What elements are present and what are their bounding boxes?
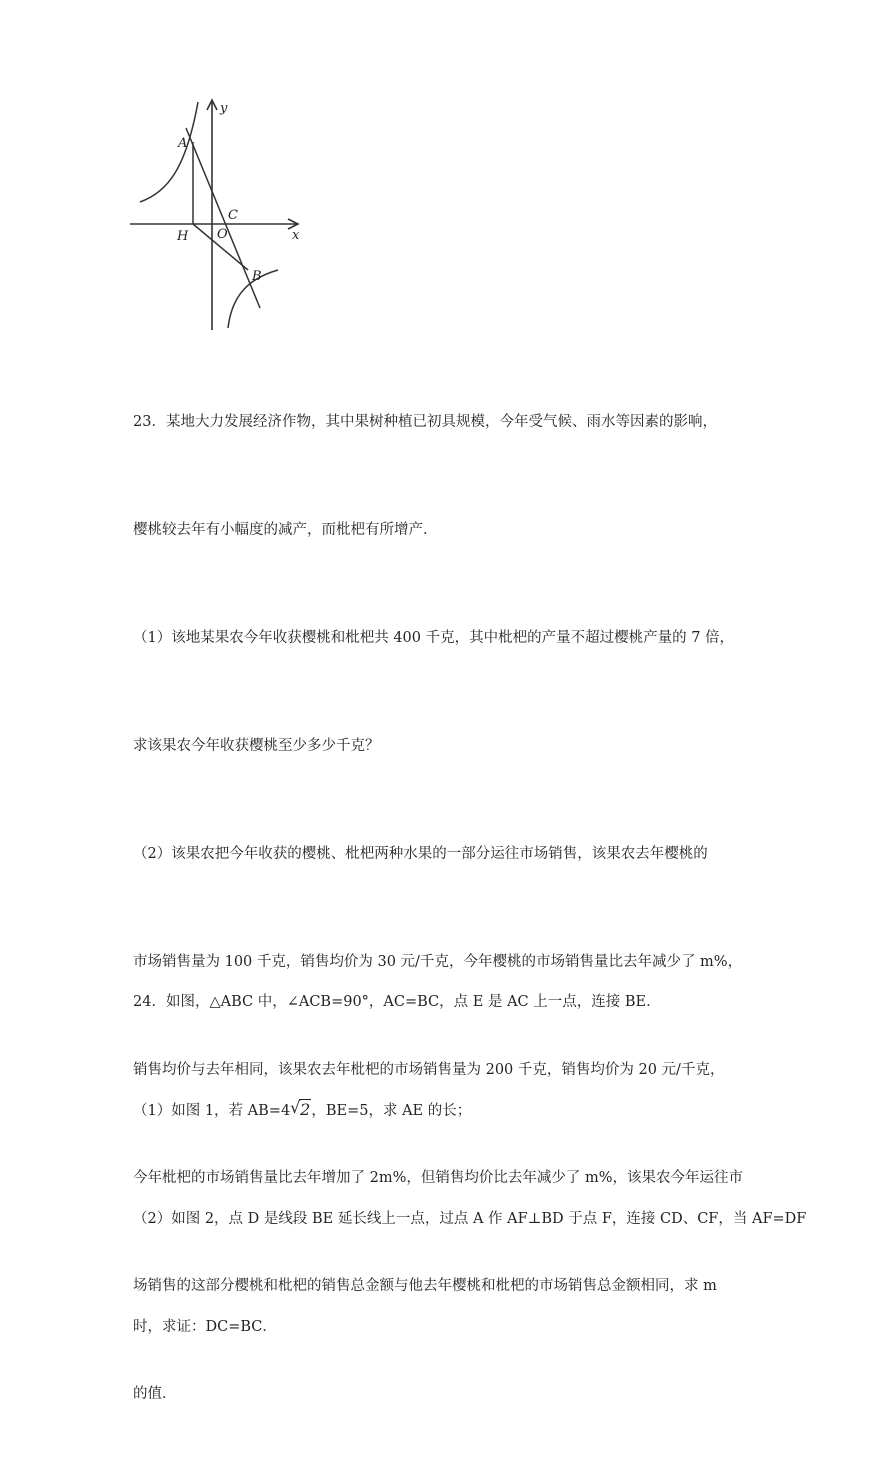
coordinate-figure-svg <box>128 98 306 334</box>
sqrt-expression <box>290 1092 311 1129</box>
label-o: O <box>217 227 228 242</box>
coordinate-figure <box>128 98 306 334</box>
q24-part2-line: （2）如图 2，点 D 是线段 BE 延长线上一点，过点 A 作 AF⊥BD 于点 F，连接 CD、CF，当 AF=DF <box>133 1211 807 1227</box>
q24-part1-line <box>133 1092 745 1129</box>
q23-part2-line: 销售均价与去年相同，该果农去年枇杷的市场销售量为 200 千克，销售均价为 20 元/千克， <box>133 1062 725 1078</box>
q23-stem-line: 23．某地大力发展经济作物，其中果树种植已初具规模，今年受气候、雨水等因素的影响， <box>133 414 717 430</box>
q24-part2-line: 时，求证：DC=BC． <box>133 1319 277 1335</box>
label-y: y <box>220 101 228 116</box>
q23-part2-line: 的值． <box>133 1386 177 1402</box>
label-x: x <box>292 228 300 243</box>
line-ab <box>186 128 260 308</box>
sqrt-sign: √ <box>290 1098 301 1117</box>
question-24 <box>133 912 807 1417</box>
q24-part1-prefix: （1）如图 1，若 AB=4 <box>133 1103 291 1119</box>
q23-part2-line: （2）该果农把今年收获的樱桃、枇杷两种水果的一部分运往市场销售，该果农去年樱桃的 <box>133 846 708 862</box>
sqrt-argument: 2 <box>300 1100 311 1119</box>
label-h: H <box>177 229 189 244</box>
q23-part1-line: 求该果农今年收获樱桃至少多少千克？ <box>133 738 380 754</box>
label-b: B <box>252 269 262 284</box>
label-c: C <box>228 208 238 223</box>
q24-stem-line: 24．如图，△ABC 中，∠ACB=90°，AC=BC，点 E 是 AC 上一点，连接 BE． <box>133 994 661 1010</box>
hyperbola-branch-upper-left <box>140 102 198 202</box>
q23-part2-line: 市场销售量为 100 千克，销售均价为 30 元/千克，今年樱桃的市场销售量比去年减少了 m%， <box>133 954 743 970</box>
q24-part1-suffix: ，BE=5，求 AE 的长； <box>311 1103 472 1119</box>
label-a: A <box>178 136 188 151</box>
q23-part2-line: 场销售的这部分樱桃和枇杷的销售总金额与他去年樱桃和枇杷的市场销售总金额相同，求 m <box>133 1278 717 1294</box>
q23-part1-line: （1）该地某果农今年收获樱桃和枇杷共 400 千克，其中枇杷的产量不超过樱桃产量的 7 倍， <box>133 630 735 646</box>
q23-part2-line: 今年枇杷的市场销售量比去年增加了 2m%，但销售均价比去年减少了 m%，该果农今年运往市 <box>133 1170 743 1186</box>
q23-stem-line: 樱桃较去年有小幅度的减产，而枇杷有所增产． <box>133 522 438 538</box>
